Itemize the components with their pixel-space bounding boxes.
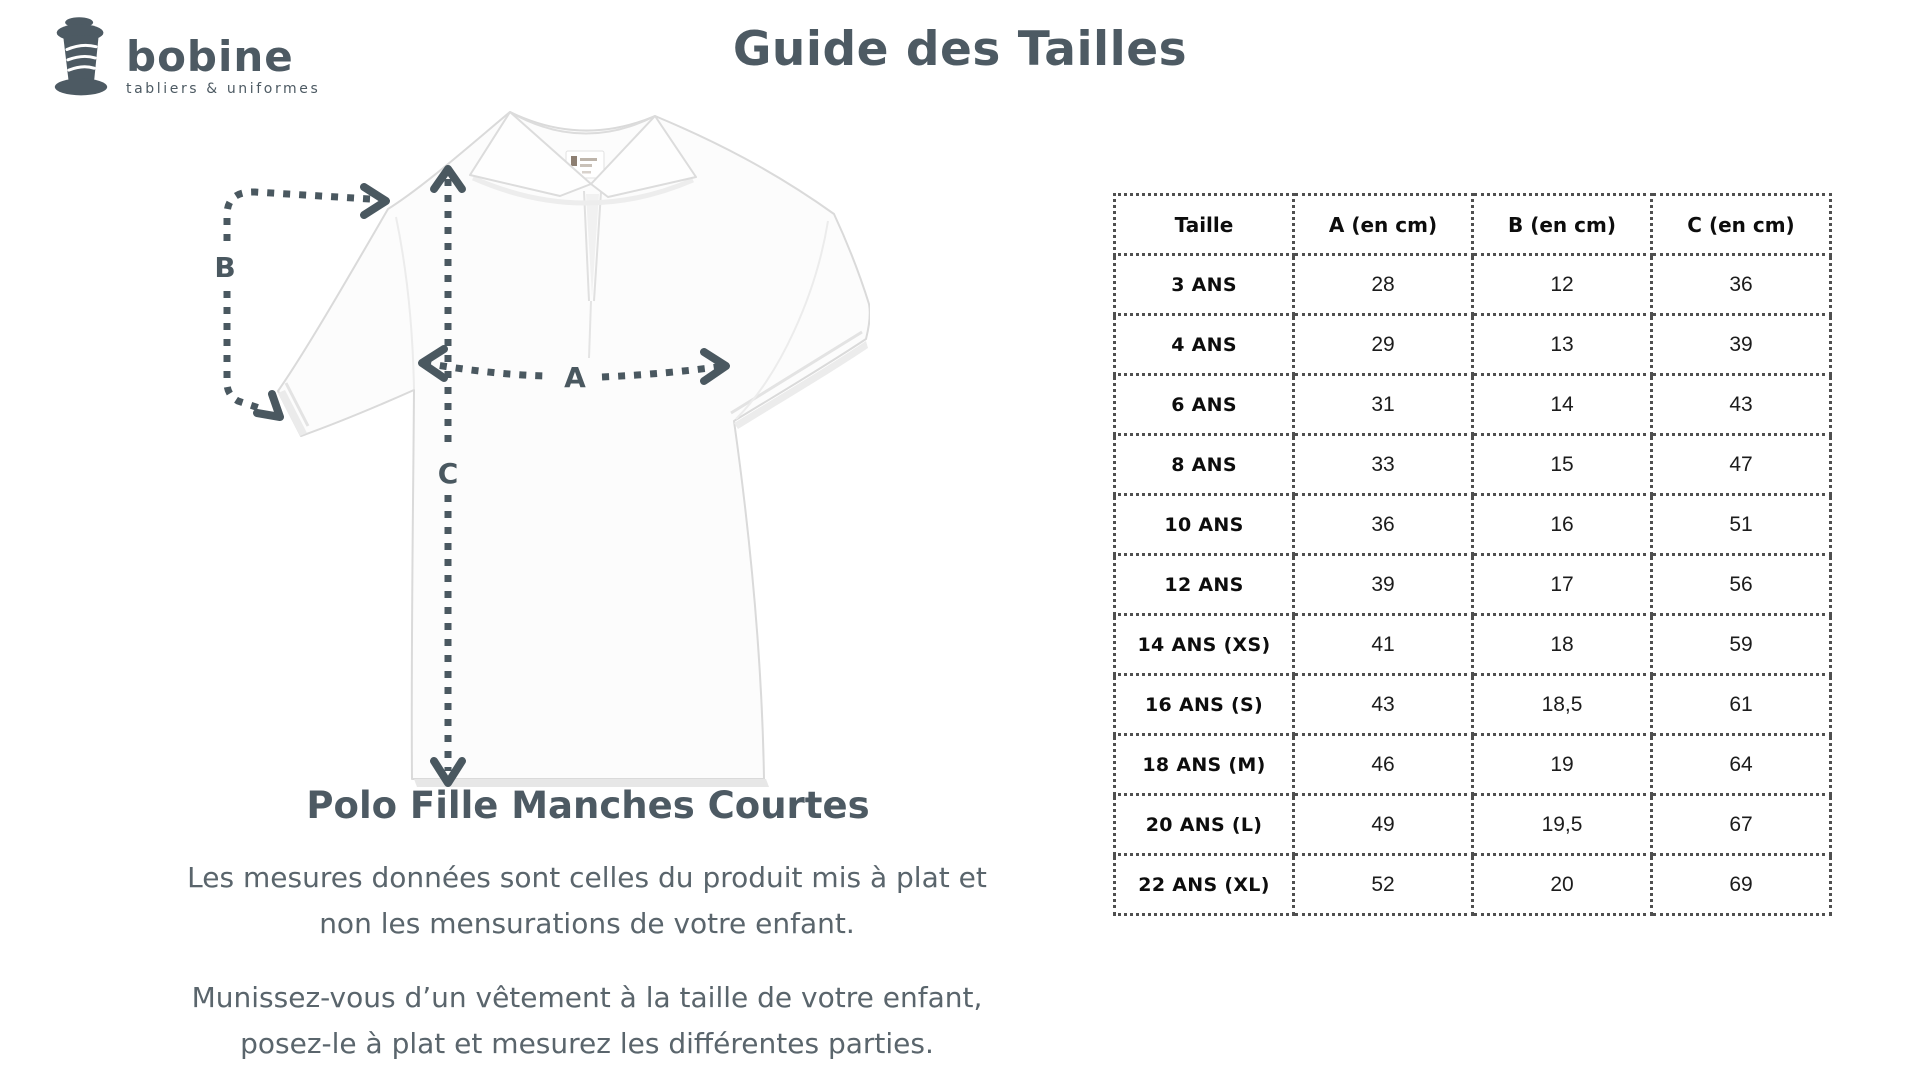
value-c: 64: [1652, 735, 1831, 795]
table-row: [1115, 375, 1831, 435]
measure-label-a: A: [564, 361, 586, 394]
note-line: posez-le à plat et mesurez les différentes parties.: [240, 1027, 934, 1060]
table-row: [1115, 555, 1831, 615]
value-b: 19: [1473, 735, 1652, 795]
col-header-b: B (en cm): [1473, 195, 1652, 255]
table-row: [1115, 255, 1831, 315]
table-row: [1115, 735, 1831, 795]
measurement-note-1: [137, 855, 1037, 947]
table-header-row: [1115, 195, 1831, 255]
size-label: 22 ANS (XL): [1115, 855, 1294, 915]
value-a: 49: [1294, 795, 1473, 855]
value-b: 16: [1473, 495, 1652, 555]
value-b: 14: [1473, 375, 1652, 435]
value-a: 52: [1294, 855, 1473, 915]
value-b: 18: [1473, 615, 1652, 675]
size-label: 14 ANS (XS): [1115, 615, 1294, 675]
col-header-c: C (en cm): [1652, 195, 1831, 255]
size-label: 3 ANS: [1115, 255, 1294, 315]
table-row: [1115, 675, 1831, 735]
value-c: 67: [1652, 795, 1831, 855]
table-row: [1115, 615, 1831, 675]
size-label: 8 ANS: [1115, 435, 1294, 495]
value-b: 17: [1473, 555, 1652, 615]
value-a: 29: [1294, 315, 1473, 375]
brand-tagline: tabliers & uniformes: [126, 81, 321, 97]
value-a: 31: [1294, 375, 1473, 435]
size-label: 18 ANS (M): [1115, 735, 1294, 795]
size-table: [1113, 193, 1832, 916]
value-c: 61: [1652, 675, 1831, 735]
value-c: 36: [1652, 255, 1831, 315]
size-label: 12 ANS: [1115, 555, 1294, 615]
page-title: Guide des Tailles: [732, 22, 1188, 77]
product-title: Polo Fille Manches Courtes: [306, 784, 870, 827]
note-line: Munissez-vous d’un vêtement à la taille de votre enfant,: [191, 981, 983, 1014]
value-b: 15: [1473, 435, 1652, 495]
value-b: 19,5: [1473, 795, 1652, 855]
value-c: 43: [1652, 375, 1831, 435]
value-c: 69: [1652, 855, 1831, 915]
value-a: 36: [1294, 495, 1473, 555]
value-b: 12: [1473, 255, 1652, 315]
value-c: 47: [1652, 435, 1831, 495]
brand-name: bobine: [126, 32, 294, 81]
table-row: [1115, 795, 1831, 855]
size-label: 6 ANS: [1115, 375, 1294, 435]
size-label: 16 ANS (S): [1115, 675, 1294, 735]
value-a: 41: [1294, 615, 1473, 675]
size-label: 20 ANS (L): [1115, 795, 1294, 855]
table-row: [1115, 435, 1831, 495]
size-label: 4 ANS: [1115, 315, 1294, 375]
measurement-note-2: [137, 975, 1037, 1067]
value-a: 39: [1294, 555, 1473, 615]
value-a: 43: [1294, 675, 1473, 735]
measure-label-c: C: [437, 457, 459, 490]
col-header-a: A (en cm): [1294, 195, 1473, 255]
measure-label-b: B: [214, 251, 236, 284]
value-a: 46: [1294, 735, 1473, 795]
note-line: Les mesures données sont celles du produit mis à plat et: [187, 861, 987, 894]
value-c: 59: [1652, 615, 1831, 675]
value-c: 39: [1652, 315, 1831, 375]
col-header-taille: Taille: [1115, 195, 1294, 255]
size-diagram: [210, 95, 870, 795]
table-row: [1115, 495, 1831, 555]
value-c: 56: [1652, 555, 1831, 615]
value-b: 13: [1473, 315, 1652, 375]
size-label: 10 ANS: [1115, 495, 1294, 555]
value-b: 20: [1473, 855, 1652, 915]
value-a: 28: [1294, 255, 1473, 315]
table-row: [1115, 855, 1831, 915]
table-row: [1115, 315, 1831, 375]
value-c: 51: [1652, 495, 1831, 555]
note-line: non les mensurations de votre enfant.: [319, 907, 855, 940]
value-a: 33: [1294, 435, 1473, 495]
value-b: 18,5: [1473, 675, 1652, 735]
